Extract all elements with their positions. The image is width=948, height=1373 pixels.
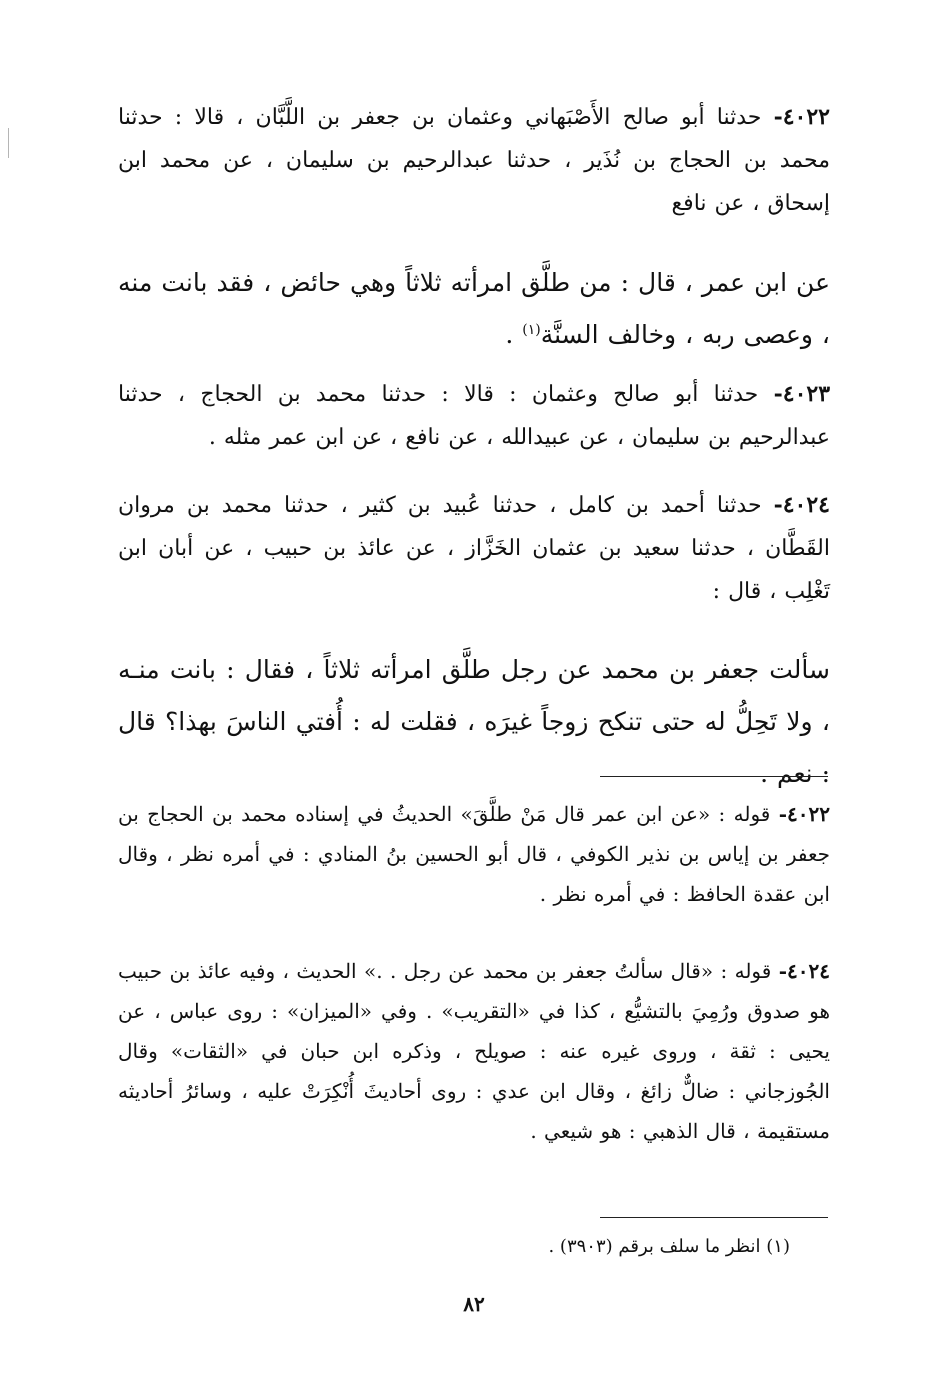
hadith-number: ٤٠٢٣- bbox=[773, 381, 831, 407]
footnote-reference: (١) bbox=[522, 322, 541, 338]
hadith-matn-text: عن ابن عمر ، قال : من طلَّق امرأته ثلاثاً وهي حائض ، فقد بانت منه ، وعصى ربه ، وخالف السنَّة bbox=[118, 268, 830, 349]
matn-terminal: . bbox=[505, 320, 523, 349]
hadith-chain-text: حدثنا أبو صالح الأَصْبَهاني وعثمان بن جعفر بن اللَّبَّان ، قالا : حدثنا محمد بن الحجاج بن نُذَير ، حدثنا عبدالرحيم بن سليمان ، عن محمد ابن إسحاق ، عن نافع bbox=[118, 105, 830, 216]
hadith-4022-matn bbox=[118, 257, 830, 361]
commentary-separator bbox=[600, 776, 828, 777]
commentary-number: ٤٠٢٢- bbox=[778, 802, 830, 826]
footnote: (١) انظر ما سلف برقم (٣٩٠٣) . bbox=[548, 1236, 790, 1257]
hadith-4022-chain bbox=[118, 96, 830, 225]
commentary-text: قوله : «عن ابن عمر قال مَنْ طلَّقَ» الحديثُ في إسناده محمد بن الحجاج بن جعفر بن إياس بن نذير الكوفي ، قال أبو الحسين بنُ المنادي : في أمره نظر ، وقال ابن عقدة الحافظ : في أمره نظر . bbox=[118, 802, 830, 906]
hadith-number: ٤٠٢٢- bbox=[773, 104, 830, 130]
hadith-4024-chain bbox=[118, 484, 830, 613]
hadith-chain-text: حدثنا أبو صالح وعثمان : قالا : حدثنا محمد بن الحجاج ، حدثنا عبدالرحيم بن سليمان ، عن عبيدالله ، عن نافع ، عن ابن عمر مثله . bbox=[118, 382, 830, 450]
commentary-text: قوله : «قال سألتُ جعفر بن محمد عن رجل . .» الحديث ، وفيه عائذ بن حبيب هو صدوق ورُمِيَ بالتشيُّع ، كذا في «التقريب» . وفي «الميزان» : روى عباس ، عن يحيى : ثقة ، وروى غيره عنه : صويلح ، وذكره ابن حبان في «الثقات» وقال الجُوزجاني : ضالٌّ زائغ ، وقال ابن عدي : روى أحاديثَ أُنْكِرَتْ عليه ، وسائرُ أحاديثه مستقيمة ، قال الذهبي : هو شيعي . bbox=[118, 959, 830, 1143]
commentary-4024 bbox=[118, 951, 830, 1151]
hadith-chain-text: حدثنا أحمد بن كامل ، حدثنا عُبيد بن كثير ، حدثنا محمد بن مروان القَطَّان ، حدثنا سعيد بن عثمان الخَزَّاز ، عن عائذ بن حبيب ، عن أبان ابن تَغْلِب ، قال : bbox=[118, 493, 830, 604]
commentary-number: ٤٠٢٤- bbox=[778, 959, 830, 983]
hadith-4023-chain bbox=[118, 373, 830, 459]
footnote-separator bbox=[600, 1217, 828, 1218]
page-number: ٨٢ bbox=[463, 1292, 485, 1316]
hadith-matn-text: سألت جعفر بن محمد عن رجل طلَّق امرأته ثلاثاً ، فقال : بانت منـه ، ولا تَحِلُّ له حتى تنكح زوجاً غيرَه ، فقلت له : أُفتي الناسَ بهذا؟ قال : نعم . bbox=[118, 655, 830, 788]
commentary-4022 bbox=[118, 794, 830, 914]
hadith-number: ٤٠٢٤- bbox=[773, 492, 830, 518]
scan-edge-mark bbox=[8, 128, 9, 158]
